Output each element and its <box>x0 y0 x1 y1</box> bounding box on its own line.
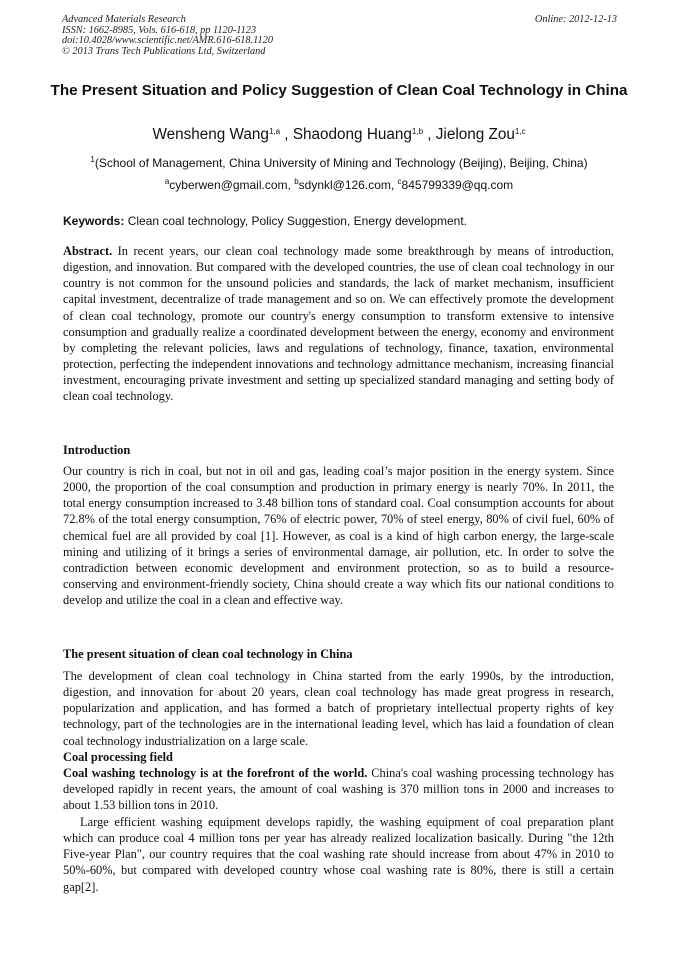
washing-equipment-paragraph: Large efficient washing equipment develops rapidly, the washing equipment of coal preparation plant which can produce coal 4 million tons per year has already realized localization basically. During "the 12th Five-year Plan", our country requires that the coal washing rate should increase from about 47% in 2010 to 50%-60%, but compared with developed country whose coal washing rate is 80%, there is still a certain gap[2]. <box>63 815 614 894</box>
author-list <box>0 125 678 144</box>
abstract <box>63 243 614 405</box>
author-sup: 1,c <box>514 127 526 136</box>
coal-washing-lead: Coal washing technology is at the forefront of the world. <box>63 766 368 780</box>
author-sup: 1,a <box>268 127 281 136</box>
affiliation-text: (School of Management, China University of Mining and Technology (Beijing), Beijing, China) <box>94 156 588 170</box>
journal-issn: ISSN: 1662-8985, Vols. 616-618, pp 1120-1123 <box>62 24 257 36</box>
author-sup: 1,b <box>411 127 424 136</box>
email-sup: a <box>164 177 170 186</box>
keywords-text: Clean coal technology, Policy Suggestion, Energy development. <box>124 214 468 228</box>
introduction-paragraph: Our country is rich in coal, but not in oil and gas, leading coal’s major position in the energy system. Since 2000, the proportion of the coal consumption and production in primary energy is nearly 70%. In 2011, the total energy consumption increased to 3.48 billion tons of standard coal. Coal consumption accounts for about 72.8% of the total energy consumption, 76% of electric power, 70% of steel energy, 80% of civil fuel, 60% of chemical fuel are all provided by coal [1]. However, as coal is a kind of high carbon energy, the large-scale mining and utilizing of it brings a series of environmental damage, air pollution, etc. In order to solve the contradiction between economic development and environment protection, so as to build a resource-conserving and environment-friendly society, China should create a way which fits our national conditions to develop and utilize the coal in a clean and effective way. <box>63 464 614 608</box>
section-heading-present-situation: The present situation of clean coal technology in China <box>63 647 353 661</box>
affiliation-sup: 1 <box>90 155 95 164</box>
keywords <box>63 213 623 229</box>
paper-title: The Present Situation and Policy Suggestion of Clean Coal Technology in China <box>50 82 628 99</box>
email-link[interactable]: cyberwen@gmail.com, <box>169 178 291 192</box>
journal-doi[interactable]: doi:10.4028/www.scientific.net/AMR.616-618.1120 <box>62 35 273 47</box>
section-heading-introduction: Introduction <box>63 443 131 457</box>
author-name: Shaodong Huang <box>292 126 412 143</box>
email-link[interactable]: sdynkl@126.com, <box>298 178 395 192</box>
online-date: Online: 2012-12-13 <box>534 14 617 25</box>
author-name: Wensheng Wang <box>152 126 269 143</box>
abstract-text: In recent years, our clean coal technology made some breakthrough by means of introduction, digestion, and innovation. But compared with the developed countries, the use of clean coal technology in our country is not common for the unsound policies and standards, the lack of market mechanism, insufficient capital investment, decentralize of trade management and so on. We can effectively promote the development of clean coal technology, promote our country's energy consumption to transform extensive to intensive consumption and gradually realize a coordinated development between the energy, economy and environment by completing the relevant policies, laws and regulations of technology, finance, taxation, environmental protection, perfecting the independent innovations and technology admittance mechanism, increasing financial investment, encouraging private investment and setting up specialized standard managing and setting body of clean coal technology. <box>63 244 614 404</box>
author-separator: , <box>280 126 293 143</box>
abstract-label: Abstract. <box>63 244 113 258</box>
journal-copyright: © 2013 Trans Tech Publications Ltd, Switzerland <box>62 45 266 57</box>
subsection-heading-coal-processing: Coal processing field <box>63 750 173 764</box>
journal-header <box>62 15 617 57</box>
journal-name: Advanced Materials Research <box>62 14 186 25</box>
email-link[interactable]: 845799339@qq.com <box>401 178 514 192</box>
present-situation-paragraph: The development of clean coal technology in China started from the early 1990s, by the introduction, digestion, and innovation for about 20 years, clean coal technology has made great progress in research, popularization and application, and has formed a batch of proprietary intellectual property rights of key technology, part of the technologies are in the international leading level, which has laid a foundation of clean coal technology industrialization on a large scale. <box>63 669 614 748</box>
email-sup: b <box>294 177 299 186</box>
author-emails <box>0 177 678 193</box>
author-separator: , <box>423 126 436 143</box>
coal-washing-text: China's coal washing processing technology has developed rapidly in recent years, the amount of coal washing is 370 million tons in 2000 and increases to about 1.53 billion tons in 2010. <box>63 766 614 813</box>
coal-washing-paragraph <box>63 765 614 813</box>
email-sup: c <box>397 177 402 186</box>
keywords-label: Keywords: <box>63 214 125 228</box>
affiliation <box>0 155 678 171</box>
author-name: Jielong Zou <box>435 126 515 143</box>
